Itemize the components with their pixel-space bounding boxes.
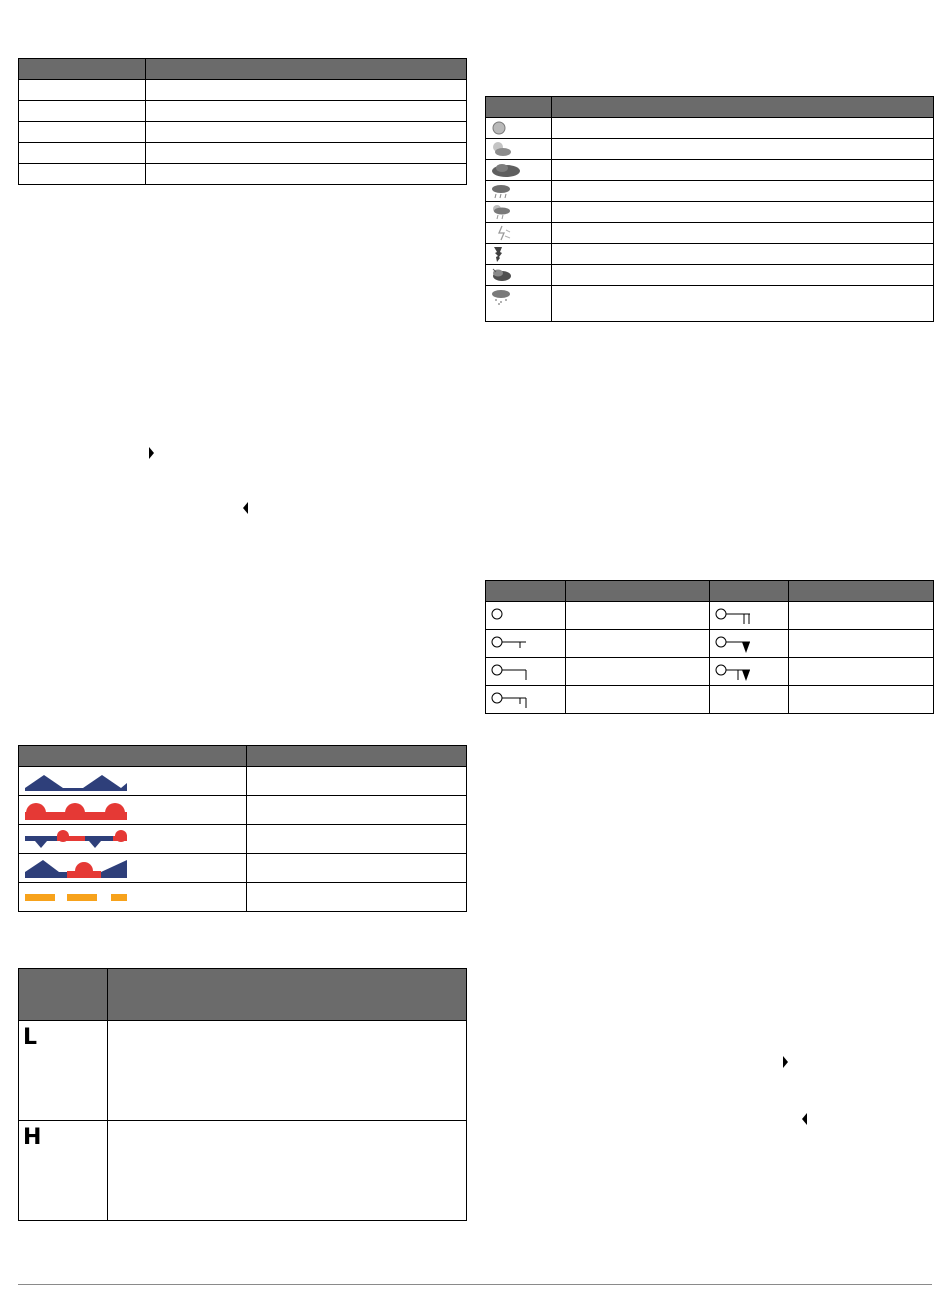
warm-front-icon bbox=[23, 800, 129, 820]
table-cell bbox=[566, 602, 710, 630]
wind-barbs-table bbox=[485, 580, 934, 714]
table-row bbox=[19, 80, 467, 101]
column-header bbox=[19, 969, 108, 1021]
table-cell bbox=[789, 602, 934, 630]
table-cell bbox=[566, 686, 710, 714]
table-header-row bbox=[486, 97, 934, 118]
table-row bbox=[19, 854, 467, 883]
rain-showers-icon bbox=[490, 204, 512, 220]
column-header bbox=[19, 746, 247, 767]
table-row bbox=[19, 143, 467, 164]
pressure-table bbox=[18, 968, 467, 1221]
table-cell bbox=[789, 630, 934, 658]
table-row bbox=[486, 630, 934, 658]
lightning-icon bbox=[490, 224, 516, 242]
table-cell bbox=[146, 80, 467, 101]
top-left-table bbox=[18, 58, 467, 185]
column-header bbox=[19, 59, 146, 80]
table-row bbox=[486, 286, 934, 322]
trough-icon bbox=[23, 887, 129, 907]
table-cell bbox=[789, 686, 934, 714]
column-header bbox=[566, 581, 710, 602]
table-cell bbox=[247, 825, 467, 854]
storm-cloud-icon bbox=[490, 266, 512, 284]
column-header bbox=[108, 969, 467, 1021]
table-cell bbox=[789, 658, 934, 686]
table-cell bbox=[552, 244, 934, 265]
table-cell bbox=[146, 143, 467, 164]
table-cell bbox=[247, 854, 467, 883]
table-row bbox=[486, 181, 934, 202]
wind-barb-full-icon bbox=[490, 662, 530, 682]
table-row bbox=[19, 101, 467, 122]
wind-barb-pennant-icon bbox=[714, 634, 754, 654]
column-header bbox=[146, 59, 467, 80]
column-header bbox=[486, 97, 552, 118]
column-header bbox=[710, 581, 789, 602]
table-header-row bbox=[19, 969, 467, 1021]
column-header bbox=[486, 581, 566, 602]
table-cell bbox=[552, 160, 934, 181]
table-cell bbox=[710, 686, 789, 714]
column-header bbox=[247, 746, 467, 767]
tornado-icon bbox=[490, 245, 508, 263]
cloudy-icon bbox=[490, 162, 522, 178]
table-row bbox=[486, 658, 934, 686]
cold-front-icon bbox=[23, 771, 129, 791]
table-cell bbox=[552, 139, 934, 160]
table-row bbox=[486, 602, 934, 630]
table-header-row bbox=[486, 581, 934, 602]
caret-left-icon bbox=[802, 1113, 807, 1125]
stationary-front-icon bbox=[23, 829, 129, 849]
table-row bbox=[19, 883, 467, 912]
table-row bbox=[486, 139, 934, 160]
table-row bbox=[486, 160, 934, 181]
table-cell bbox=[247, 883, 467, 912]
table-cell bbox=[19, 143, 146, 164]
table-cell bbox=[146, 101, 467, 122]
fronts-table bbox=[18, 745, 467, 912]
high-pressure-symbol: H bbox=[23, 1125, 42, 1150]
column-header bbox=[552, 97, 934, 118]
table-row bbox=[19, 796, 467, 825]
table-cell bbox=[247, 796, 467, 825]
weather-symbols-table bbox=[485, 96, 934, 322]
table-row bbox=[19, 164, 467, 185]
wind-calm-icon bbox=[490, 606, 530, 626]
table-cell bbox=[552, 223, 934, 244]
partly-cloudy-icon bbox=[490, 141, 512, 157]
table-header-row bbox=[19, 746, 467, 767]
table-cell bbox=[552, 181, 934, 202]
table-cell bbox=[19, 164, 146, 185]
table-cell bbox=[552, 202, 934, 223]
wind-barb-full-half-icon bbox=[490, 690, 530, 710]
hail-icon bbox=[490, 288, 512, 306]
sunny-icon bbox=[490, 120, 508, 136]
table-row bbox=[486, 265, 934, 286]
table-row bbox=[486, 118, 934, 139]
table-cell bbox=[19, 80, 146, 101]
wind-barb-pennant-full-icon bbox=[714, 662, 754, 682]
table-cell bbox=[146, 164, 467, 185]
table-row bbox=[486, 202, 934, 223]
wind-barb-half-icon bbox=[490, 634, 530, 654]
table-cell bbox=[566, 658, 710, 686]
table-cell bbox=[552, 265, 934, 286]
caret-right-icon bbox=[149, 447, 154, 459]
table-cell bbox=[552, 286, 934, 322]
low-pressure-symbol: L bbox=[23, 1025, 38, 1050]
table-cell bbox=[247, 767, 467, 796]
table-row bbox=[19, 122, 467, 143]
table-cell bbox=[19, 122, 146, 143]
column-header bbox=[789, 581, 934, 602]
table-cell bbox=[552, 118, 934, 139]
table-row bbox=[19, 1021, 467, 1121]
occluded-front-icon bbox=[23, 858, 129, 878]
table-cell bbox=[146, 122, 467, 143]
table-row bbox=[486, 244, 934, 265]
table-cell bbox=[566, 630, 710, 658]
footer-divider bbox=[18, 1284, 932, 1285]
table-row bbox=[486, 223, 934, 244]
table-row bbox=[19, 767, 467, 796]
table-cell bbox=[108, 1021, 467, 1121]
caret-left-icon bbox=[243, 502, 248, 514]
table-cell bbox=[19, 101, 146, 122]
table-cell bbox=[108, 1121, 467, 1221]
rain-icon bbox=[490, 183, 512, 199]
table-row bbox=[486, 686, 934, 714]
table-row bbox=[19, 1121, 467, 1221]
table-row bbox=[19, 825, 467, 854]
wind-barb-two-full-icon bbox=[714, 606, 754, 626]
caret-right-icon bbox=[783, 1056, 788, 1068]
table-header-row bbox=[19, 59, 467, 80]
